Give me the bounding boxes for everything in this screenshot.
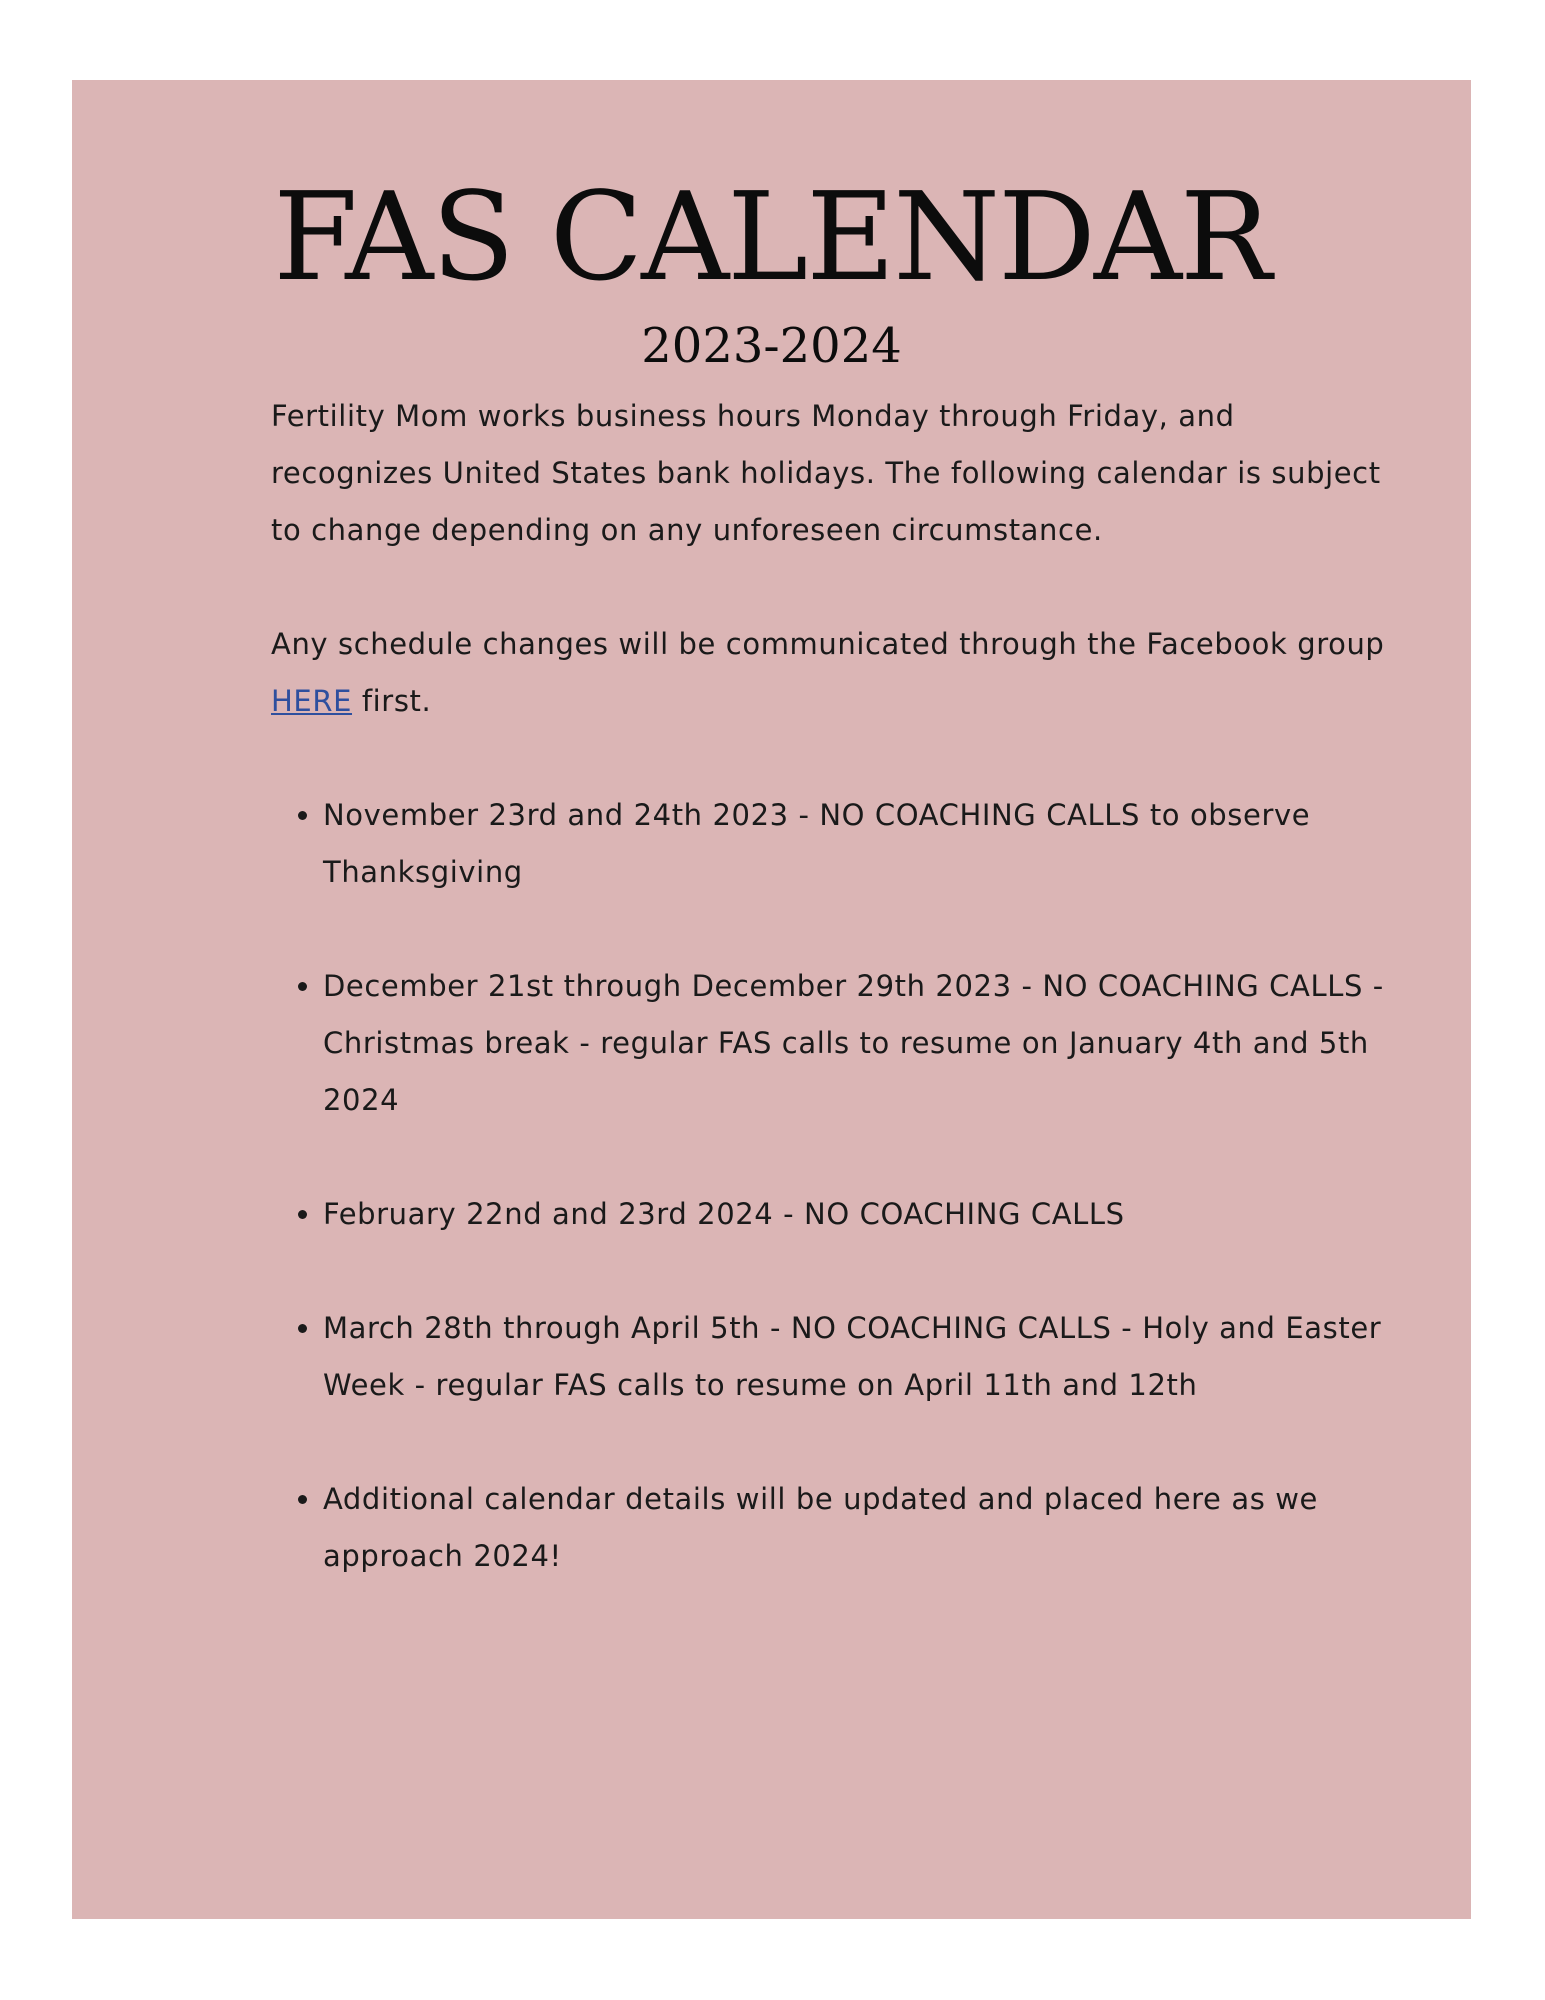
list-item: • February 22nd and 23rd 2024 - NO COACHING CALLS bbox=[323, 1186, 1401, 1243]
event-list bbox=[271, 787, 1401, 1585]
intro-paragraph: Fertility Mom works business hours Monday through Friday, and recognizes United States bank holidays. The following calendar is subject to change depending on any unforeseen circumstance. bbox=[271, 399, 1381, 547]
page-title: FAS CALENDAR bbox=[273, 166, 1270, 308]
calendar-body bbox=[271, 388, 1401, 1642]
facebook-group-link[interactable]: HERE bbox=[271, 684, 353, 718]
list-item: • November 23rd and 24th 2023 - NO COACHING CALLS to observe Thanksgiving bbox=[323, 787, 1401, 901]
notice-prefix: Any schedule changes will be communicated through the Facebook group bbox=[271, 627, 1385, 661]
list-item: • Additional calendar details will be updated and placed here as we approach 2024! bbox=[323, 1471, 1401, 1585]
notice-suffix: first. bbox=[352, 684, 432, 718]
list-item: • December 21st through December 29th 2023 - NO COACHING CALLS - Christmas break - regular FAS calls to resume on January 4th and 5th 2024 bbox=[323, 958, 1401, 1129]
list-item: • March 28th through April 5th - NO COACHING CALLS - Holy and Easter Week - regular FAS calls to resume on April 11th and 12th bbox=[323, 1300, 1401, 1414]
page-subtitle: 2023-2024 bbox=[641, 318, 902, 374]
calendar-panel bbox=[72, 80, 1471, 1919]
notice-paragraph bbox=[271, 616, 1401, 730]
